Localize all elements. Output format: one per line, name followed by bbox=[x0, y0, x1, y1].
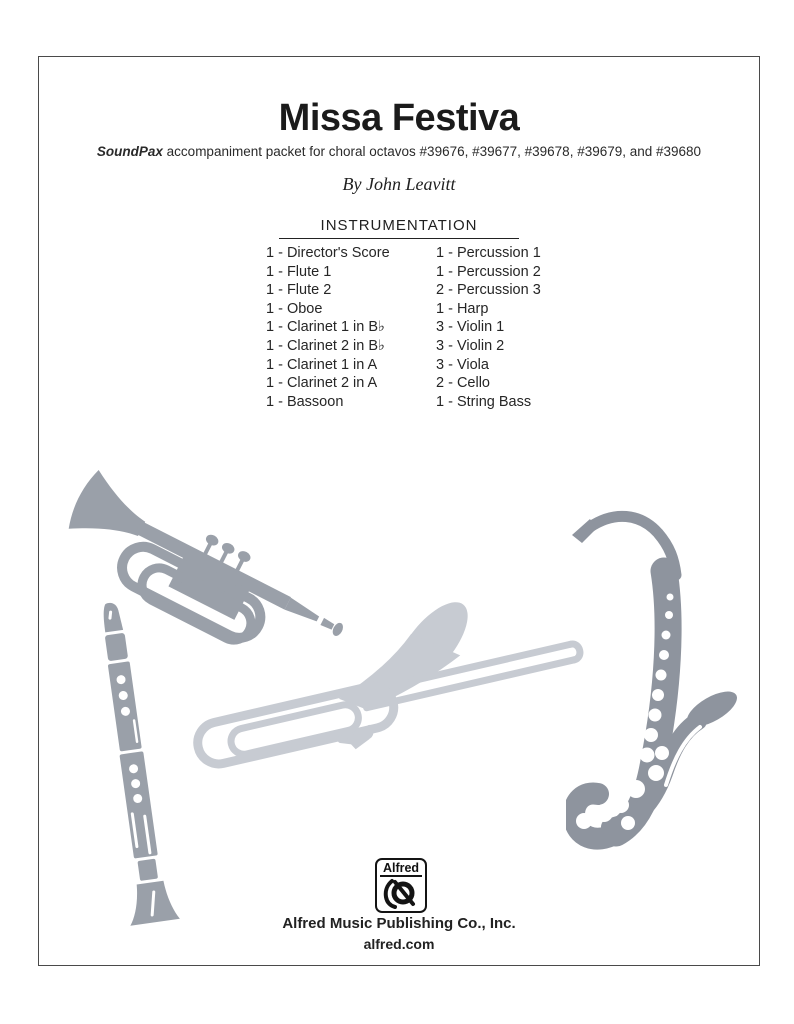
instrumentation-right-column bbox=[436, 244, 541, 411]
alfred-logo-icon bbox=[375, 858, 427, 913]
alfred-logo-text: Alfred bbox=[380, 861, 422, 877]
list-item: 1 - Clarinet 1 in A bbox=[266, 356, 378, 373]
list-item: 1 - Bassoon bbox=[266, 393, 344, 410]
page-title: Missa Festiva bbox=[278, 97, 520, 139]
website-line: alfred.com bbox=[363, 936, 435, 952]
list-item: 1 - Clarinet 1 in B♭ bbox=[266, 319, 385, 336]
trombone-icon bbox=[186, 596, 601, 801]
byline: By John Leavitt bbox=[342, 174, 456, 194]
clarinet-icon bbox=[83, 597, 213, 937]
list-item: 3 - Viola bbox=[436, 356, 489, 373]
instrumentation-heading-label: INSTRUMENTATION bbox=[279, 217, 519, 239]
list-item: 2 - Cello bbox=[436, 375, 490, 392]
subtitle bbox=[39, 144, 759, 159]
list-item: 1 - Clarinet 2 in A bbox=[266, 375, 378, 392]
alfred-logo-glyph bbox=[383, 877, 419, 909]
list-item: 1 - Percussion 1 bbox=[436, 245, 541, 261]
saxophone-icon bbox=[566, 501, 766, 886]
list-item: 1 - Director's Score bbox=[266, 245, 390, 261]
instrumentation-heading bbox=[39, 217, 759, 239]
trumpet-icon bbox=[51, 459, 356, 669]
list-item: 3 - Violin 2 bbox=[436, 337, 505, 354]
list-item: 1 - Flute 1 bbox=[266, 263, 332, 280]
list-item: 1 - Oboe bbox=[266, 300, 323, 317]
instrumentation-left-column bbox=[266, 244, 390, 411]
list-item: 1 - Percussion 2 bbox=[436, 263, 541, 280]
list-item: 1 - Flute 2 bbox=[266, 282, 332, 299]
list-item: 2 - Percussion 3 bbox=[436, 282, 541, 299]
list-item: 3 - Violin 1 bbox=[436, 319, 505, 336]
list-item: 1 - String Bass bbox=[436, 393, 532, 410]
subtitle-brand: SoundPax bbox=[96, 144, 163, 159]
list-item: 1 - Harp bbox=[436, 300, 489, 317]
subtitle-text: accompaniment packet for choral octavos #39676, #39677, #39678, #39679, and #39680 bbox=[162, 144, 702, 159]
list-item: 1 - Clarinet 2 in B♭ bbox=[266, 337, 385, 354]
page-frame bbox=[38, 56, 760, 966]
publisher-line: Alfred Music Publishing Co., Inc. bbox=[282, 915, 516, 932]
